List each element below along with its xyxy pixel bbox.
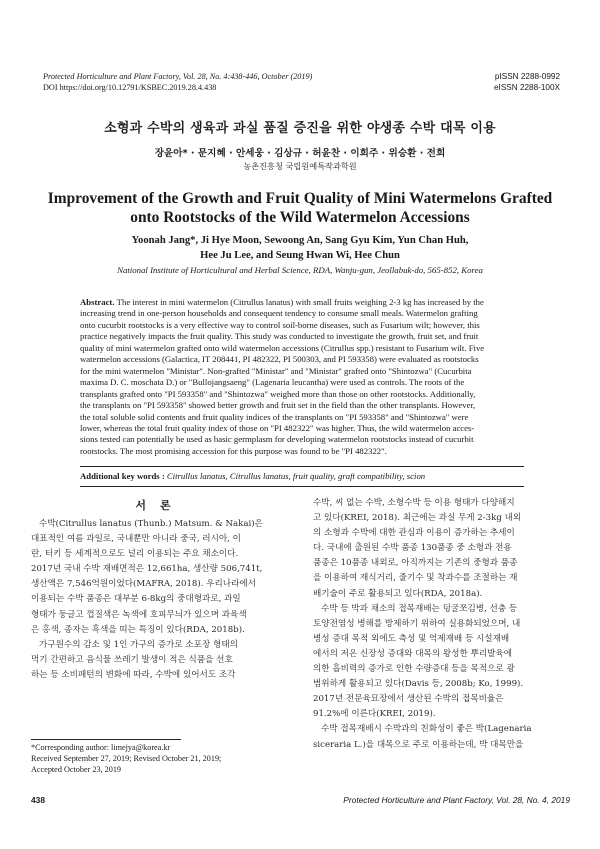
- body-line: 2017년 국내 수박 재배면적은 12,661ha, 생산량 506,741t,: [31, 564, 263, 575]
- abstract-body: [80, 297, 524, 457]
- abstract-label: Abstract.: [80, 297, 117, 307]
- section-heading-intro: 서론: [135, 499, 185, 512]
- body-line: 2017년 전문육묘장에서 생산된 수박의 접목비율은: [313, 694, 504, 705]
- abstract-line: the transplants on "PI 593358" showed better growth and fruit set in the field than the other transplants. However,: [80, 400, 476, 411]
- body-line: 범위하게 활용되고 있다(Davis 등, 2008b; Ko, 1999).: [313, 679, 524, 690]
- english-authors-line1: Yoonah Jang*, Ji Hye Moon, Sewoong An, Sang Gyu Kim, Yun Chan Huh,: [131, 235, 469, 246]
- doi-link[interactable]: DOI https://doi.org/10.12791/KSBEC.2019.28.4.438: [43, 83, 217, 92]
- body-line: 수박 등 박과 채소의 접목재배는 덩굴쪼김병, 선충 등: [321, 603, 518, 614]
- body-line: 토양전염성 병해를 방제하기 위하여 실용화되었으며, 내: [313, 618, 521, 629]
- keywords-bottom-rule: [80, 486, 524, 487]
- abstract-line: for the mini watermelon "Ministar". Non-grafted "Ministar" and "Ministar" grafted onto "Shintozwa" (Cucurbita: [80, 365, 472, 376]
- abstract-line: rootstocks. The most promising accession for this purpose was found to be "PI 482322".: [80, 445, 387, 456]
- body-line: 고 있다(KREI, 2018). 최근에는 과실 무게 2-3kg 내외: [313, 513, 522, 524]
- abstract-line: transplants grafted onto "PI 593358" and "Shintozwa" weighed more than those on other rootstocks. Additionally,: [80, 388, 476, 399]
- body-line: 병성 증대 목적 외에도 측성 및 억제재배 등 시설재배: [313, 633, 510, 644]
- abstract-line: maxima D. C. moschata D.) or "Bullojangsaeng" (Lagenaria leucantha) were used as controls. The roots of the: [80, 377, 465, 388]
- abstract-line: the total soluble solid contents and fruit quality indices of the transplants on "PI 593358" and "Shintozwa" were: [80, 411, 469, 422]
- body-line: 이용되는 수박 품종은 대부분 6-8kg의 중대형과로, 과일: [31, 594, 241, 605]
- english-title-line2: onto Rootstocks of the Wild Watermelon Accessions: [130, 209, 470, 226]
- body-line: 가구원수의 감소 및 1인 가구의 증가로 소포장 형태의: [39, 639, 238, 650]
- abstract: [80, 297, 524, 457]
- body-line: 배기술이 주로 활용되고 있다(RDA, 2018a).: [313, 588, 483, 599]
- body-line: 생산액은 7,546억원이었다(MAFRA, 2018). 우리나라에서: [31, 579, 257, 590]
- body-line: 의 소형과 수박에 대한 관심과 이용이 증가하는 추세이: [313, 528, 515, 539]
- accepted-date: Accepted October 23, 2019: [31, 765, 122, 775]
- body-line: 91.2%에 이른다(KREI, 2019).: [313, 709, 436, 720]
- english-title-line1: Improvement of the Growth and Fruit Quality of Mini Watermelons Grafted: [47, 190, 553, 207]
- english-affiliation: National Institute of Horticultural and Herbal Science, RDA, Wanju-gun, Jeollabuk-do, 565-852, Korea: [117, 265, 483, 275]
- body-line: 형태가 둥글고 껍질색은 녹색에 호피무늬가 있으며 과육색: [31, 609, 247, 620]
- abstract-line: onto cucurbit rootstocks is a very effective way to control soil-borne diseases, such as Fusarium wilt; however, this: [80, 319, 480, 330]
- body-line: 다. 국내에 출원된 수박 품종 130품종 중 소형과 전용: [313, 543, 512, 554]
- abstract-line: quality of mini watermelon grafted onto wild watermelon accessions (Citrullus spp.) resistant to Fusarium wilt. Five: [80, 342, 485, 353]
- korean-title: 소형과 수박의 생육과 과실 품질 증진을 위한 야생종 수박 대목 이용: [104, 121, 496, 136]
- intro-left-column: [31, 517, 293, 683]
- body-line: 의한 흡비력의 증가로 인한 수량증대 등을 목적으로 광: [313, 664, 515, 675]
- body-line: 먹기 간편하고 음식물 쓰레기 발생이 적은 식품을 선호: [31, 654, 233, 665]
- keywords-top-rule: [80, 466, 524, 467]
- body-line: 수박, 씨 없는 수박, 소형수박 등 이용 형태가 다양해지: [313, 498, 515, 508]
- english-authors-line2: Hee Ju Lee, and Seung Hwan Wi, Hee Chun: [200, 250, 400, 261]
- body-line: 란, 터키 등 세계적으로도 널리 이용되는 주요 채소이다.: [31, 549, 239, 560]
- footnote-rule: [31, 739, 181, 740]
- keywords-label: Additional key words :: [80, 471, 165, 481]
- abstract-line: Abstract. The interest in mini watermelon (Citrullus lanatus) with small fruits weighing 2-3 kg has increased by the: [80, 297, 484, 307]
- abstract-line: practice negatively impacts the fruit quality. This study was conducted to investigate the growth, fruit set, and fruit: [80, 331, 479, 342]
- abstract-line: lower, whereas the total fruit quality index of those on "PI 482322" was higher. Thus, the wild watermelon acces-: [80, 422, 475, 433]
- body-line: 수박(Citrullus lanatus (Thunb.) Matsum. & Nakai)은: [39, 519, 263, 529]
- footnote: [31, 742, 301, 776]
- body-line: 대표적인 여름 과일로, 국내뿐만 아니라 중국, 러시아, 이: [31, 534, 241, 545]
- body-line: 수박 접목재배시 수박과의 친화성이 좋은 박(Lagenaria: [321, 724, 532, 735]
- journal-citation: Protected Horticulture and Plant Factory, Vol. 28, No. 4:438-446, October (2019): [43, 72, 313, 81]
- korean-authors: 장윤아* · 문지혜 · 안세웅 · 김상규 · 허윤찬 · 이희주 · 위승환 · 전희: [154, 148, 446, 159]
- received-dates: Received September 27, 2019; Revised October 21, 2019;: [31, 754, 222, 764]
- body-line: 은 홍색, 종자는 흑색을 띠는 특징이 있다(RDA, 2018b).: [31, 624, 245, 635]
- keywords: [80, 471, 524, 481]
- abstract-line: watermelon accessions (Galactica, IT 208441, PI 482322, PI 500303, and PI 593358) were evaluated as rootstocks: [80, 354, 479, 365]
- korean-affiliation: 농촌진흥청 국립원예특작과학원: [243, 161, 357, 171]
- page-number: 438: [31, 795, 45, 805]
- body-line: 에서의 저온 신장성 증대와 대목의 왕성한 뿌리발육에: [313, 648, 513, 659]
- body-line: siceraria L.)을 대목으로 주로 이용하는데, 박 대목만을: [313, 739, 524, 750]
- corresponding-author: *Corresponding author: limejya@korea.kr: [31, 743, 171, 752]
- intro-right-column: [313, 496, 569, 753]
- pissn: pISSN 2288-0992: [494, 72, 560, 81]
- body-line: 품종은 10품종 내외로, 아직까지는 기존의 중형과 품종: [313, 558, 518, 569]
- body-line: 을 이용하여 재식거리, 줄기수 및 착과수를 조절하는 재: [313, 573, 518, 584]
- keywords-text: Citrullus lanatus, Citrullus lanatus, fruit quality, graft compatibility, scion: [166, 471, 426, 481]
- footer-journal: Protected Horticulture and Plant Factory, Vol. 28, No. 4, 2019: [343, 795, 570, 805]
- eissn: eISSN 2288-100X: [494, 83, 560, 92]
- abstract-line: sions tested can potentially be used as basic germplasm for developing watermelon rootstocks instead of cucurbit: [80, 434, 474, 445]
- abstract-line: increasing trend in one-person households and consequent tendency to consume small meals. Watermelon grafting: [80, 308, 478, 319]
- body-line: 하는 등 소비패턴의 변화에 따라, 수박에 있어서도 조각: [31, 669, 236, 680]
